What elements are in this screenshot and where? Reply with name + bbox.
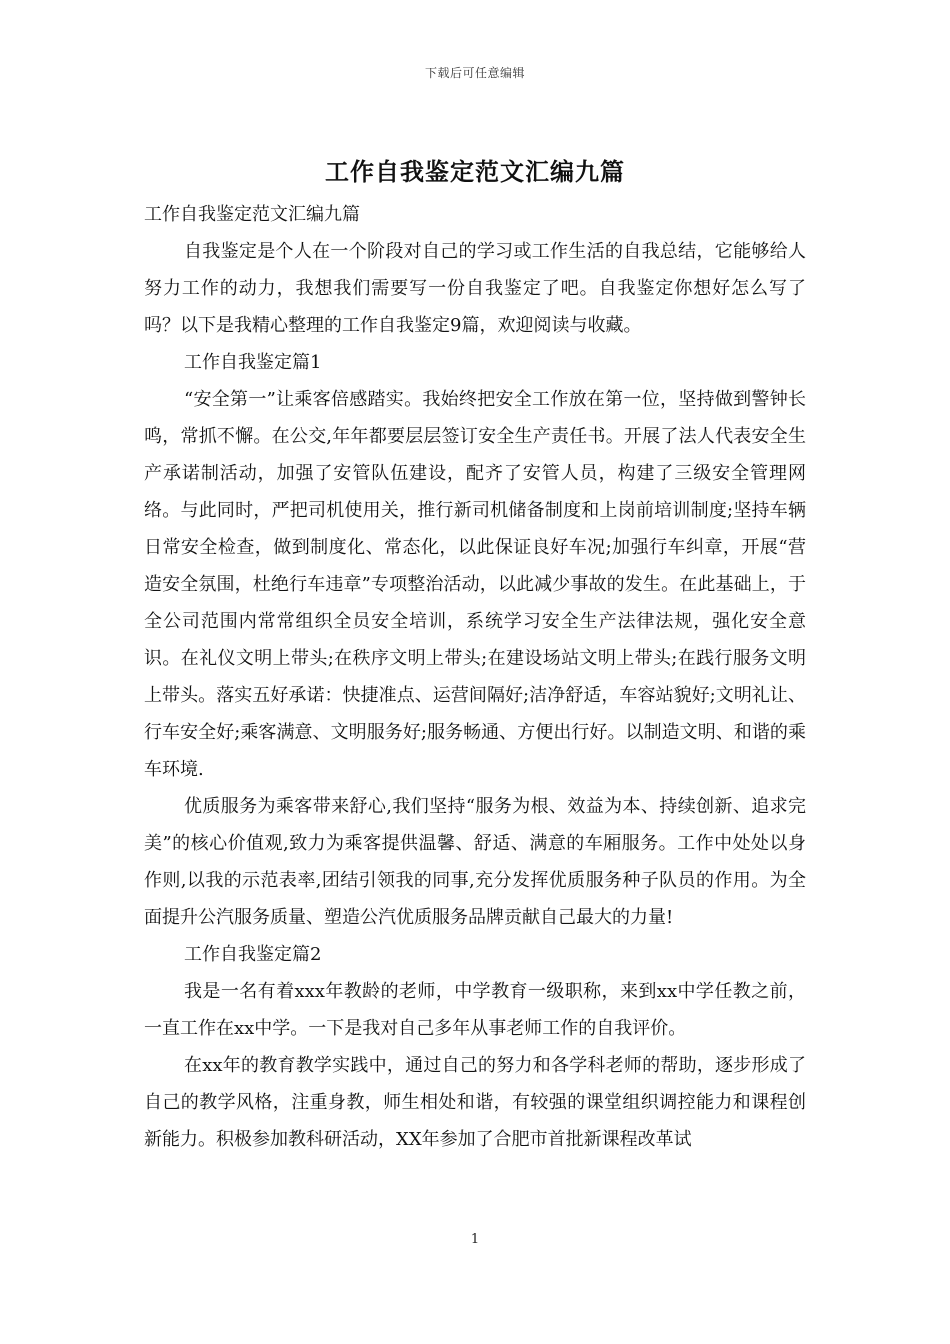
body-paragraph: “安全第一”让乘客倍感踏实。我始终把安全工作放在第一位，坚持做到警钟长鸣，常抓不懈。在公交,年年都要层层签订安全生产责任书。开展了法人代表安全生产承诺制活动，加强了安管队伍建设，配齐了安管人员，构建了三级安全管理网络。与此同时，严把司机使用关，推行新司机储备制度和上岗前培训制度;坚持车辆日常安全检查，做到制度化、常态化，以此保证良好车况;加强行车纠章，开展“营造安全氛围，杜绝行车违章”专项整治活动，以此减少事故的发生。在此基础上，于全公司范围内常常组织全员安全培训，系统学习安全生产法律法规，强化安全意识。在礼仪文明上带头;在秩序文明上带头;在建设场站文明上带头;在践行服务文明上带头。落实五好承诺：快捷准点、运营间隔好;洁净舒适，车容站貌好;文明礼让、行车安全好;乘客满意、文明服务好;服务畅通、方便出行好。以制造文明、和谐的乘车环境. — [144, 389, 806, 780]
header-note: 下载后可任意编辑 — [424, 66, 525, 80]
body-paragraph: 我是一名有着xxx年教龄的老师，中学教育一级职称，来到xx中学任教之前，一直工作在xx中学。一下是我对自己多年从事老师工作的自我评价。 — [144, 981, 806, 1039]
section-heading-1: 工作自我鉴定篇1 — [184, 352, 322, 373]
body-paragraph: 优质服务为乘客带来舒心,我们坚持“服务为根、效益为本、持续创新、追求完美”的核心价值观,致力为乘客提供温馨、舒适、满意的车厢服务。工作中处处以身作则,以我的示范表率,团结引领我的同事,充分发挥优质服务种子队员的作用。为全面提升公汽服务质量、塑造公汽优质服务品牌贡献自己最大的力量! — [144, 796, 806, 928]
intro-paragraph: 自我鉴定是个人在一个阶段对自己的学习或工作生活的自我总结，它能够给人努力工作的动力，我想我们需要写一份自我鉴定了吧。自我鉴定你想好怎么写了吗？以下是我精心整理的工作自我鉴定9篇，欢迎阅读与收藏。 — [144, 241, 806, 336]
page-number: 1 — [470, 1232, 480, 1247]
section-heading-2: 工作自我鉴定篇2 — [184, 944, 322, 965]
document-title: 工作自我鉴定范文汇编九篇 — [325, 157, 625, 186]
body-paragraph: 在xx年的教育教学实践中，通过自己的努力和各学科老师的帮助，逐步形成了自己的教学风格，注重身教，师生相处和谐，有较强的课堂组织调控能力和课程创新能力。积极参加教科研活动，XX年参加了合肥市首批新课程改革试 — [144, 1055, 806, 1150]
subtitle-paragraph: 工作自我鉴定范文汇编九篇 — [144, 204, 360, 225]
document-body — [144, 196, 806, 1158]
